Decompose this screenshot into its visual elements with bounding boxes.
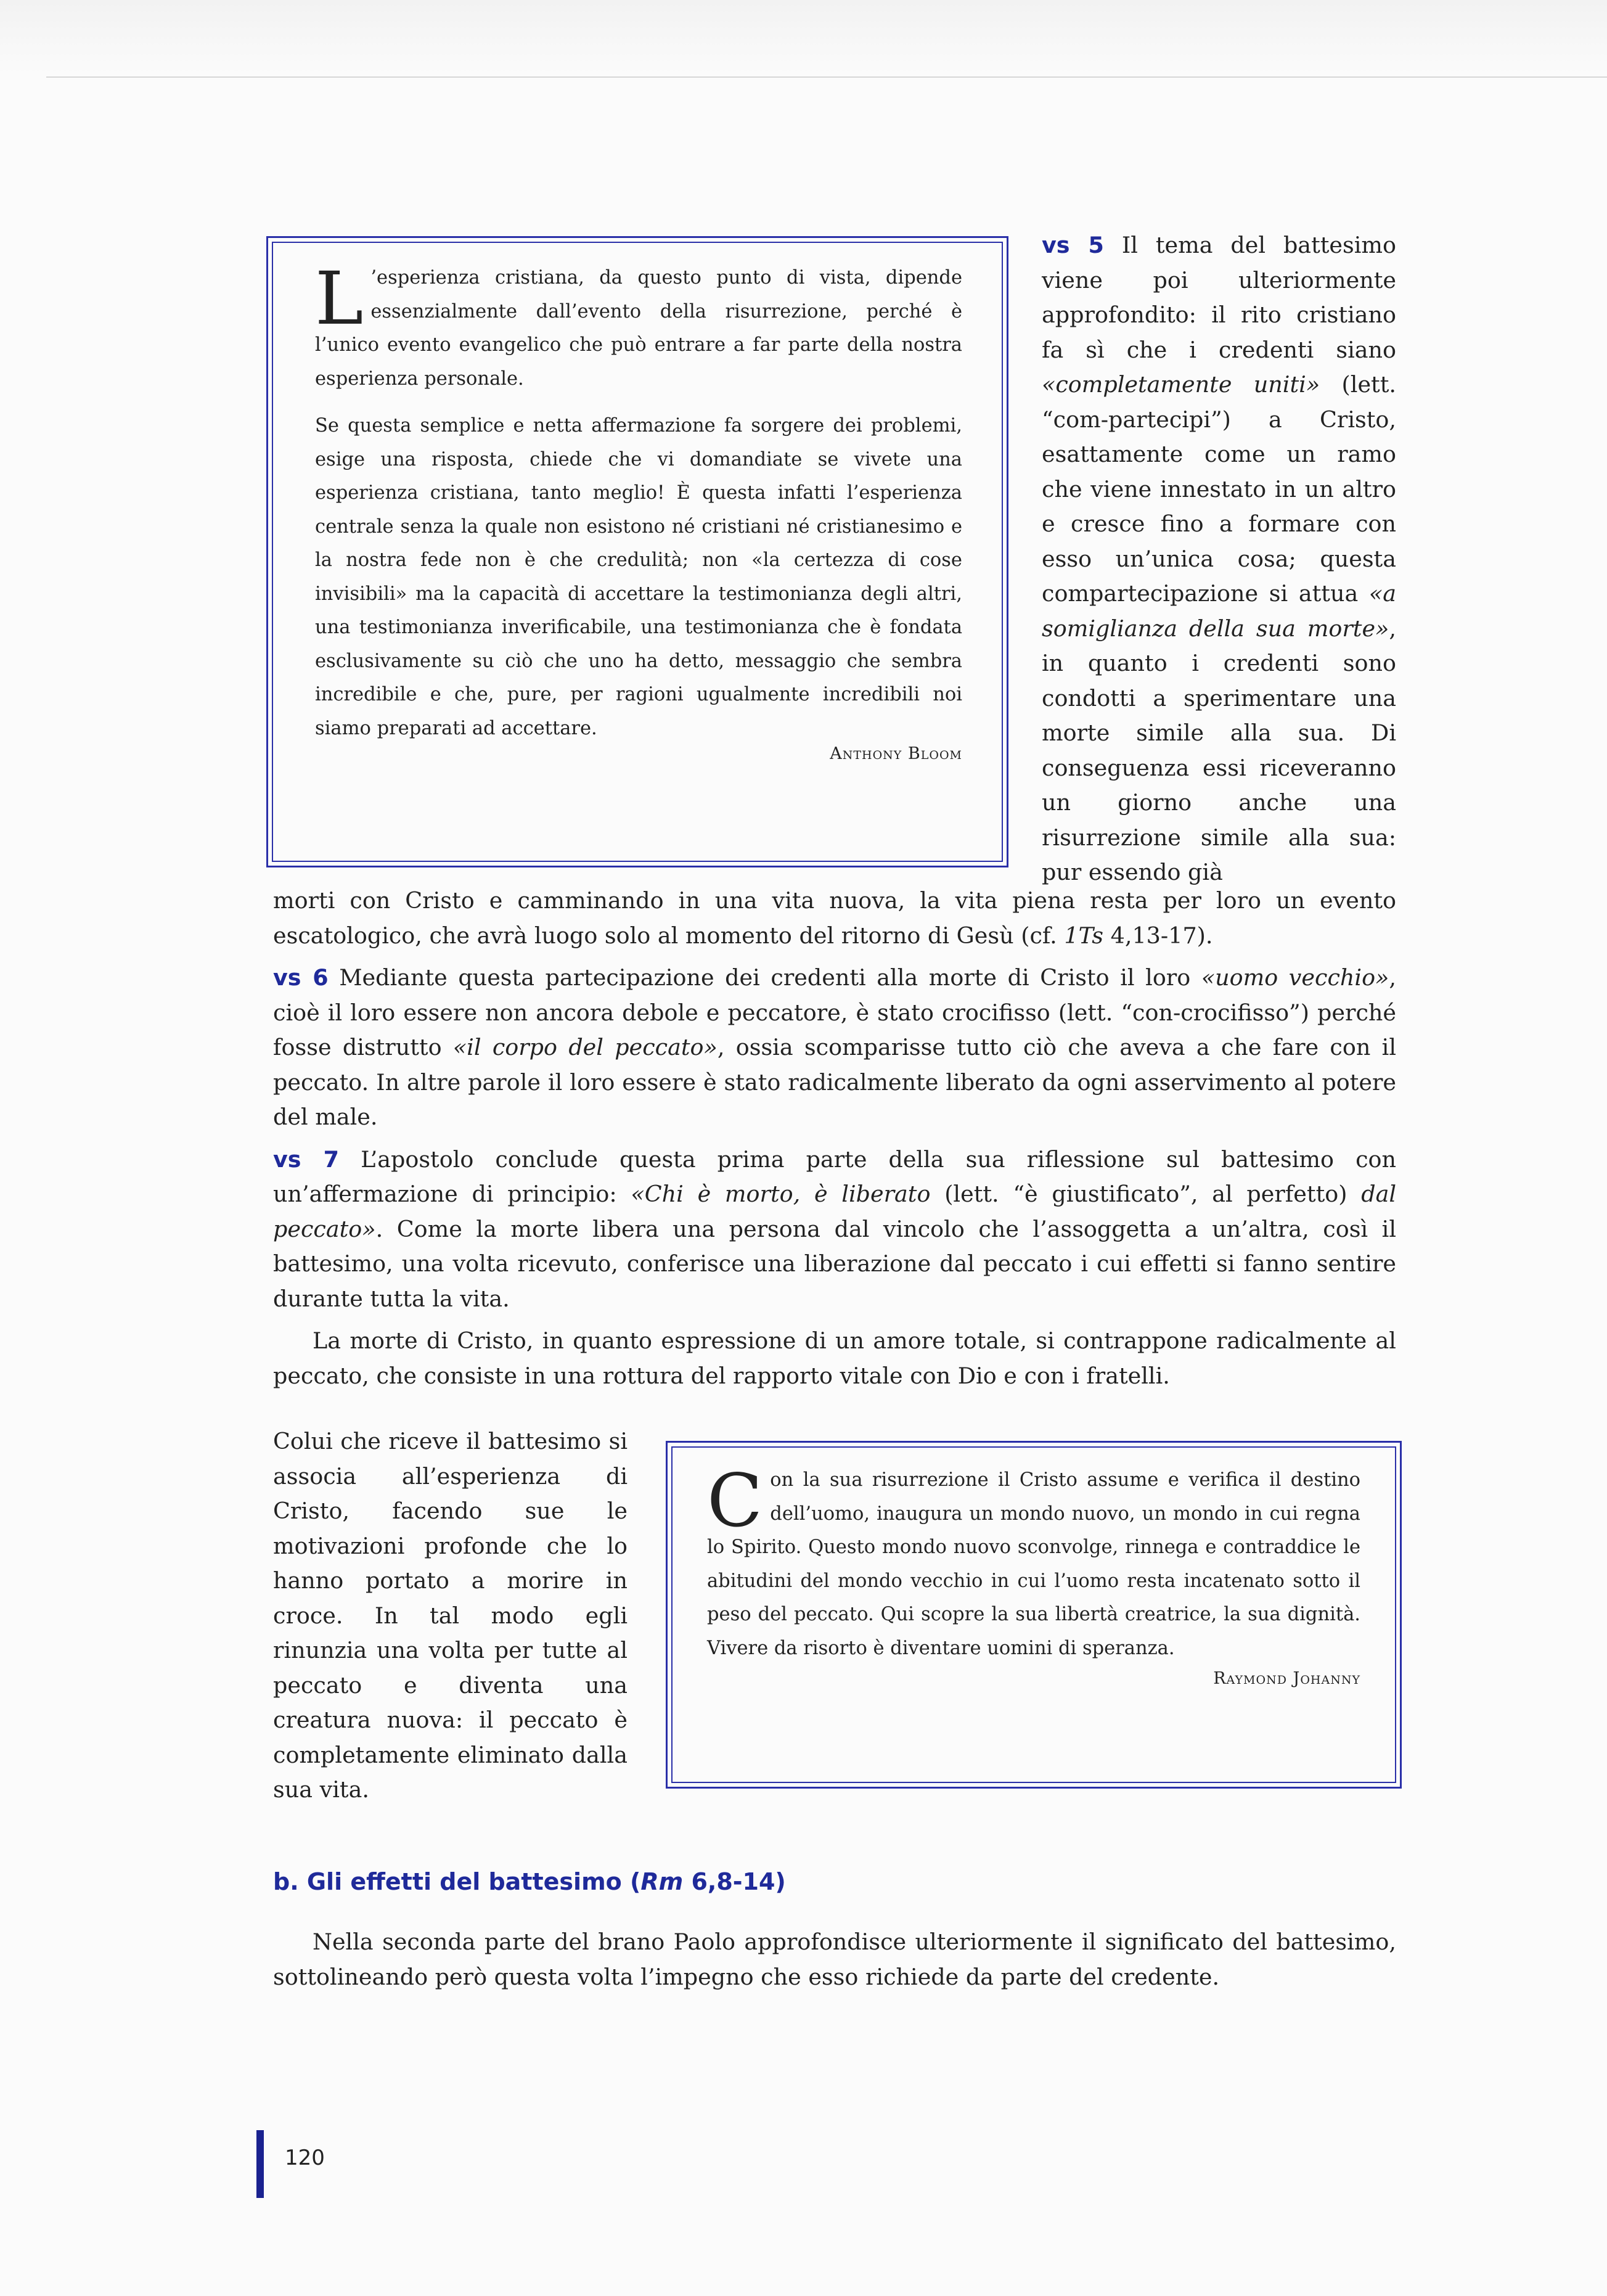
page-number: 120 [285, 2146, 325, 2170]
final-paragraph: Nella seconda parte del brano Paolo approfondisce ulteriormente il significato del battesimo, sottolineando però questa volta l’impegno che esso richiede da parte del credente. [273, 1929, 1396, 1990]
quote-author-johanny: Raymond Johanny [1213, 1669, 1360, 1688]
colui-column [273, 1424, 628, 1808]
colui-paragraph: Colui che riceve il battesimo si associa all’esperienza di Cristo, facendo sue le motivazioni profonde che lo hanno portato a morire in croce. In tal modo egli rinunzia una volta per tutte al peccato e diventa una creatura nuova: il peccato è completamente eliminato dalla sua vita. [273, 1428, 628, 1803]
quote-author-bloom: Anthony Bloom [830, 744, 962, 763]
vs6-label: vs 6 [273, 964, 329, 991]
vs5-continuation: morti con Cristo e camminando in una vita nuova, la vita piena resta per loro un evento escatologico, che avrà luogo solo al momento del ritorno di Gesù (cf. 1Ts 4,13-17). [273, 887, 1396, 949]
section-heading: b. Gli effetti del battesimo (Rm 6,8-14) [273, 1868, 786, 1895]
dropcap-l: L [315, 256, 364, 341]
page-number-bar [256, 2130, 264, 2198]
vs5-label: vs 5 [1042, 232, 1104, 258]
quote-box-johanny [666, 1441, 1402, 1789]
vs6-paragraph: vs 6 Mediante questa partecipazione dei credenti alla morte di Cristo il loro «uomo vecchio», cioè il loro essere non ancora debole e peccatore, è stato crocifisso (lett. “con-crocifisso”) perché fosse distrutto «il corpo del peccato», ossia scomparisse tutto ciò che aveva a che fare con il peccato. In altre parole il loro essere è stato radicalmente liberato da ogni asservimento al potere del male. [273, 964, 1396, 1130]
final-column [273, 1925, 1396, 1995]
main-column [273, 884, 1396, 1393]
death-paragraph: La morte di Cristo, in quanto espressione di un amore totale, si contrappone radicalmente al peccato, che consiste in una rottura del rapporto vitale con Dio e con i fratelli. [273, 1327, 1396, 1389]
dropcap-c: C [707, 1458, 763, 1543]
page-top-shadow [0, 0, 1607, 74]
vs7-label: vs 7 [273, 1146, 340, 1173]
vs7-paragraph: vs 7 L’apostolo conclude questa prima parte della sua riflessione sul battesimo con un’affermazione di principio: «Chi è morto, è liberato (lett. “è giustificato”, al perfetto) dal peccato». Come la morte libera una persona dal vincolo che l’assoggetta a un’altra, così il battesimo, una volta ricevuto, conferisce una liberazione dal peccato i cui effetti si fanno sentire durante tutta la vita. [273, 1146, 1397, 1312]
vs5-column [1042, 228, 1396, 890]
quote-box-bloom-content [315, 256, 962, 763]
quote-box-johanny-content [707, 1458, 1360, 1688]
quote-johanny-text: Con la sua risurrezione il Cristo assume e verifica il destino dell’uomo, inaugura un mondo nuovo, un mondo in cui regna lo Spirito. Questo mondo nuovo sconvolge, rinnega e contraddice le abitudini del mondo vecchio in cui l’uomo resta incatenato sotto il peso del peccato. Qui scopre la sua libertà creatrice, la sua dignità. Vivere da risorto è diventare uomini di speranza. [707, 1458, 1360, 1659]
quote-bloom-para1: L ’esperienza cristiana, da questo punto di vista, dipende essenzialmente dall’evento della risurrezione, perché è l’unico evento evangelico che può entrare a far parte della nostra esperienza personale. [315, 256, 962, 390]
quote-bloom-para2: Se questa semplice e netta affermazione fa sorgere dei problemi, esige una risposta, chiede che vi domandiate se vivete una esperienza cristiana, tanto meglio! È questa infatti l’esperienza centrale senza la quale non esistono né cristiani né cristianesimo e la nostra fede non è che credulità; non «la certezza di cose invisibili» ma la capacità di accettare la testimonianza degli altri, una testimonianza inverificabile, una testimonianza che è fondata esclusivamente su ciò che uno ha detto, messaggio che sembra incredibile e che, pure, per ragioni ugualmente incredibili noi siamo preparati ad accettare. [315, 415, 962, 739]
scan-edge-line [46, 76, 1607, 78]
vs5-paragraph: vs 5 Il tema del battesimo viene poi ulteriormente approfondito: il rito cristiano fa sì che i credenti siano «completamente uniti» (lett. “com-partecipi”) a Cristo, esattamente come un ramo che viene innestato in un altro e cresce fino a formare con esso un’unica cosa; questa compartecipazione si attua «a somiglianza della sua morte», in quanto i credenti sono condotti a sperimentare una morte simile alla sua. Di conseguenza essi riceveranno un giorno anche una risurrezione simile alla sua: pur essendo già [1042, 232, 1396, 885]
quote-box-bloom [266, 236, 1008, 867]
